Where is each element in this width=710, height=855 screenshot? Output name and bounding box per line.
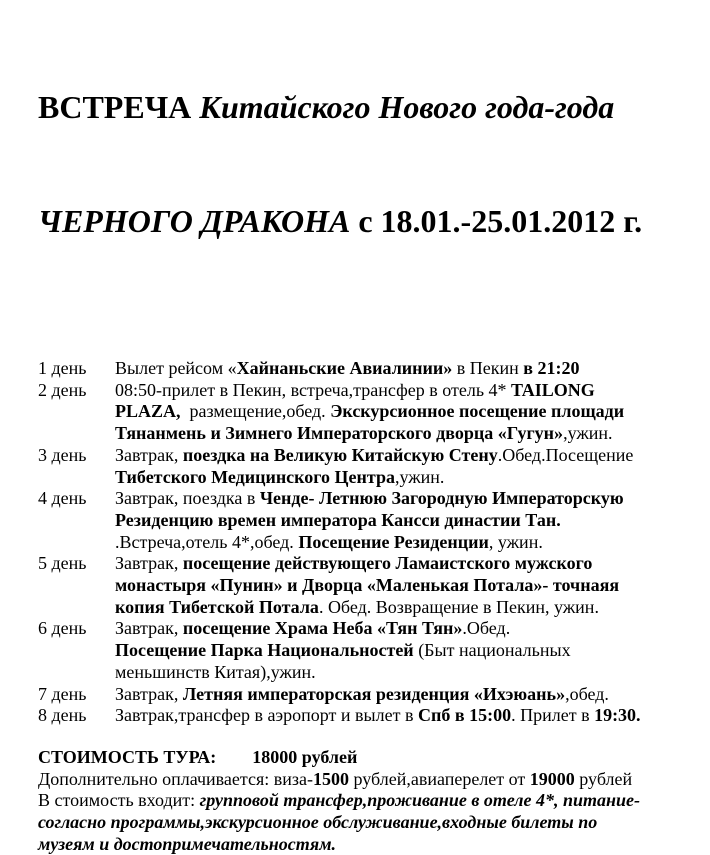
- text-run: 19:30.: [594, 705, 641, 726]
- text-run: PLAZA,: [115, 401, 181, 422]
- text-run: Завтрак,трансфер в аэропорт и вылет в: [115, 705, 418, 726]
- text-run: копия Тибетской Потала: [115, 596, 319, 617]
- text-run: 18000 рублей: [252, 746, 358, 767]
- text-run: ,ужин.: [563, 423, 613, 444]
- description-line: [115, 640, 702, 662]
- text-run: поездка на Великую Китайскую Стену: [182, 444, 498, 465]
- description-line: [115, 684, 702, 706]
- text-run: музеям и достопримечательностям.: [38, 833, 337, 854]
- text-run: с 18.01.-25.01.2012 г.: [350, 203, 643, 239]
- text-run: [216, 747, 252, 767]
- text-run: групповой трансфер,проживание в отеле 4*, питание-: [199, 790, 640, 811]
- description-line: [115, 618, 702, 640]
- description-line: [115, 553, 702, 575]
- text-run: Резиденцию времен императора Кансси династии Тан.: [115, 509, 561, 530]
- included-line: [38, 790, 702, 812]
- text-run: посещение Храма Неба «Тян Тян»: [182, 618, 463, 639]
- text-run: Тянанмень и Зимнего Императорского дворца «Гугун»: [115, 423, 564, 444]
- itinerary-row: [38, 445, 702, 488]
- text-run: Вылет рейсом «: [115, 358, 237, 378]
- text-run: монастыря «Пунин» и Дворца «Маленькая Потала»- точнаяя: [115, 575, 620, 596]
- description-line: [115, 423, 702, 445]
- text-run: Хайнаньские Авиалинии»: [236, 358, 453, 378]
- description-line: [115, 662, 702, 684]
- itinerary-row: [38, 488, 702, 553]
- description-line: [115, 467, 702, 489]
- itinerary-row: [38, 358, 702, 380]
- text-run: Завтрак,: [115, 683, 183, 704]
- text-run: в Пекин: [452, 358, 524, 378]
- text-run: , ужин.: [488, 531, 543, 552]
- description-line: [115, 358, 702, 380]
- description-line: [115, 705, 702, 727]
- text-run: .Обед.Посещение: [497, 444, 634, 465]
- included-line: [38, 834, 702, 855]
- description-line: [115, 401, 702, 423]
- text-run: . Обед. Возвращение в Пекин, ужин.: [318, 596, 599, 617]
- day-label: 7 день: [38, 683, 87, 704]
- text-run: 08:50-прилет в Пекин, встреча,трансфер в отель 4*: [115, 379, 512, 400]
- text-run: ВСТРЕЧА: [38, 89, 200, 125]
- description-line: [115, 510, 702, 532]
- day-description: [115, 488, 702, 553]
- text-run: Летняя императорская резиденция «Ихэюань»: [182, 683, 566, 704]
- itinerary-table: [38, 358, 702, 727]
- text-run: Тибетского Медицинского Центра: [115, 466, 395, 487]
- description-line: [115, 380, 702, 402]
- text-run: . Прилет в: [511, 705, 595, 726]
- day-description: [115, 705, 702, 727]
- tour-title-line: [38, 88, 702, 126]
- text-run: TAILONG: [511, 379, 595, 400]
- itinerary-row: [38, 553, 702, 618]
- text-run: ,ужин.: [394, 466, 445, 487]
- text-run: ЧЕРНОГО ДРАКОНА: [38, 203, 351, 239]
- text-run: рублей,авиаперелет от: [349, 768, 530, 789]
- description-line: [115, 575, 702, 597]
- day-label: 6 день: [38, 618, 87, 639]
- itinerary-row: [38, 705, 702, 727]
- text-run: размещение,обед.: [180, 401, 331, 422]
- included-line: [38, 812, 702, 834]
- day-label: 1 день: [38, 358, 87, 378]
- text-run: Экскурсионное посещение площади: [330, 401, 625, 422]
- text-run: СТОИМОСТЬ ТУРА:: [38, 746, 217, 767]
- text-run: Ченде- Летнюю Загородную Императорскую: [259, 488, 624, 509]
- description-line: [115, 445, 702, 467]
- tour-cost-line: [38, 747, 702, 769]
- description-line: [115, 597, 702, 619]
- day-label: 4 день: [38, 488, 87, 509]
- text-run: .Встреча,отель 4*,обед.: [115, 531, 299, 552]
- text-run: Посещение Резиденции: [298, 531, 489, 552]
- pricing-section: [38, 747, 702, 855]
- day-label: 3 день: [38, 444, 87, 465]
- tour-title-line: [38, 202, 702, 240]
- day-description: [115, 380, 702, 445]
- text-run: В стоимость входит:: [38, 790, 200, 811]
- text-run: Посещение Парка Национальностей: [115, 640, 414, 661]
- text-run: согласно программы,экскурсионное обслуживание,входные билеты по: [38, 812, 598, 833]
- text-run: меньшинств Китая),ужин.: [115, 661, 316, 682]
- day-description: [115, 358, 702, 380]
- day-label: 2 день: [38, 379, 87, 400]
- text-run: (Быт национальных: [413, 640, 571, 661]
- itinerary-row: [38, 684, 702, 706]
- text-run: Китайского Нового года-года: [199, 89, 615, 125]
- day-description: [115, 684, 702, 706]
- tour-title: [38, 12, 702, 316]
- text-run: рублей: [574, 768, 633, 789]
- day-label: 5 день: [38, 553, 87, 574]
- description-line: [115, 532, 702, 554]
- text-run: Завтрак,: [115, 553, 183, 574]
- day-description: [115, 618, 702, 683]
- text-run: 19000: [529, 768, 575, 789]
- day-description: [115, 445, 702, 488]
- text-run: ,обед.: [565, 683, 609, 704]
- text-run: Завтрак,: [115, 618, 183, 639]
- itinerary-row: [38, 380, 702, 445]
- text-run: .Обед.: [462, 618, 511, 639]
- description-line: [115, 488, 702, 510]
- text-run: посещение действующего Ламаистского мужского: [182, 553, 593, 574]
- itinerary-row: [38, 618, 702, 683]
- text-run: Дополнительно оплачивается: виза-: [38, 768, 313, 789]
- day-description: [115, 553, 702, 618]
- text-run: 1500: [313, 768, 349, 789]
- text-run: в 21:20: [523, 358, 580, 378]
- day-label: 8 день: [38, 705, 87, 726]
- text-run: Спб в 15:00: [418, 705, 512, 726]
- text-run: Завтрак,: [115, 444, 183, 465]
- text-run: Завтрак, поездка в: [115, 488, 260, 509]
- extra-cost-line: [38, 769, 702, 791]
